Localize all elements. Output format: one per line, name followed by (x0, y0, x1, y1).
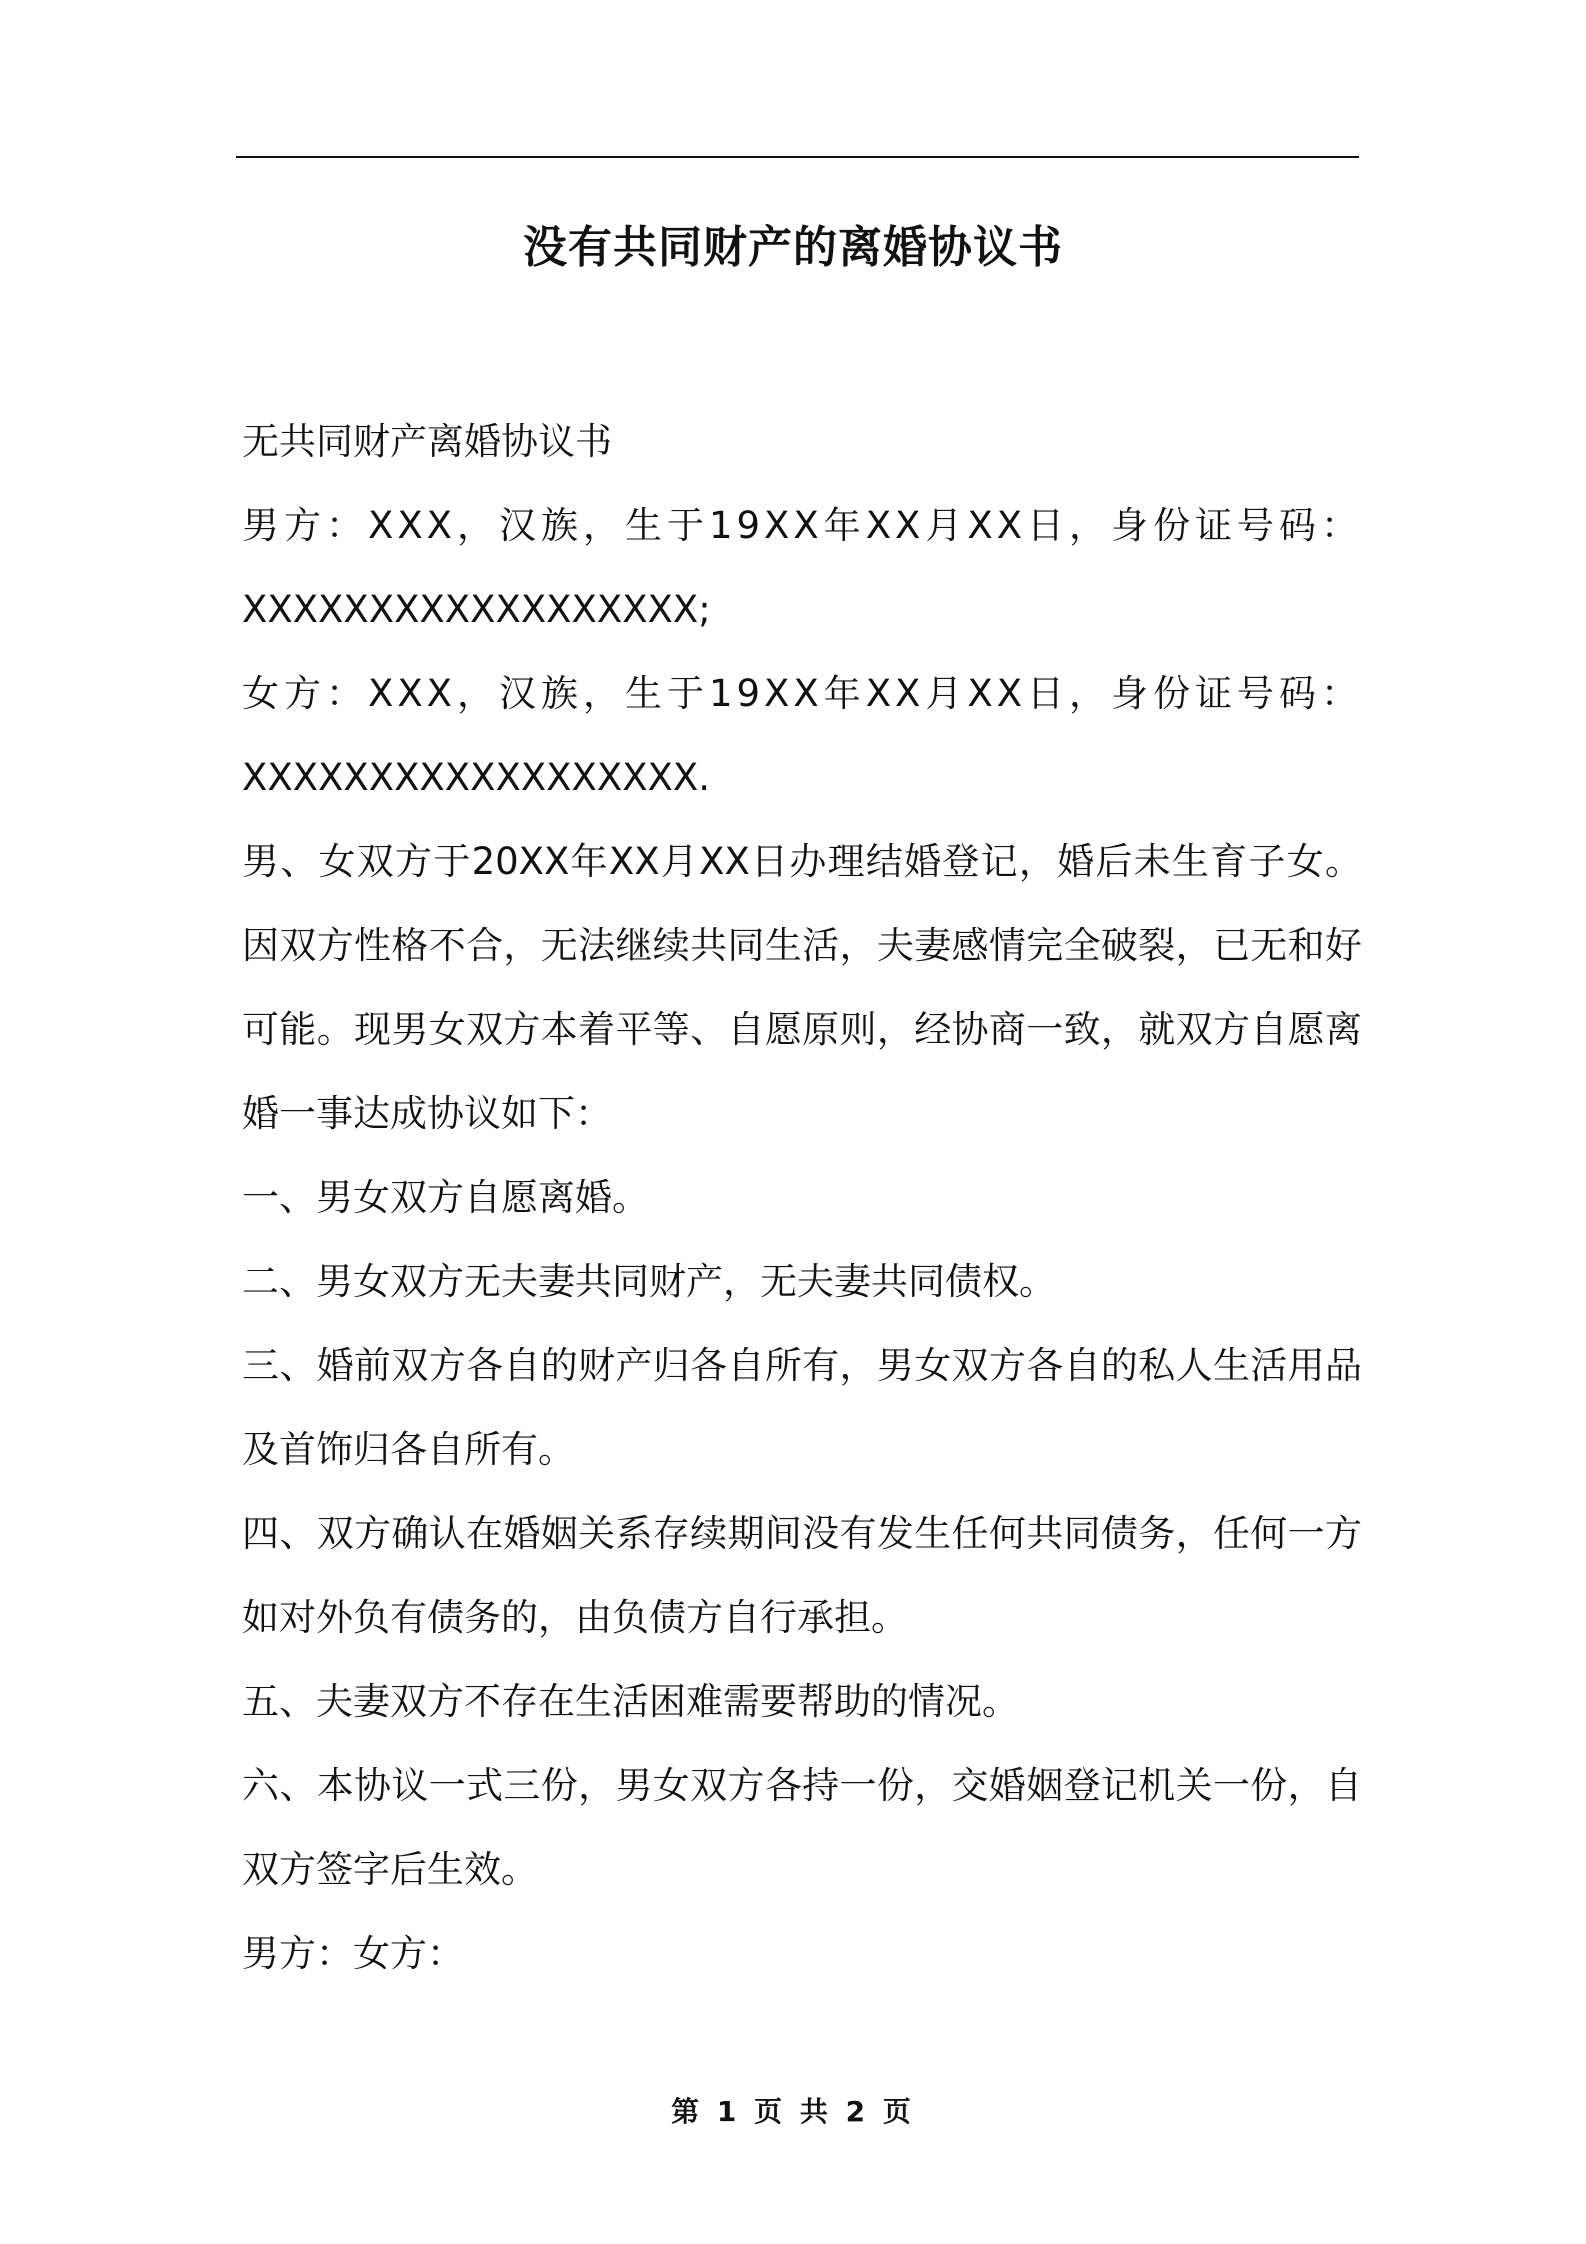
clause-4: 四、双方确认在婚姻关系存续期间没有发生任何共同债务，任何一方 (242, 1512, 1362, 1555)
body-line-reason-cont: 可能。现男女双方本着平等、自愿原则，经协商一致，就双方自愿离 (242, 1008, 1362, 1051)
page-number-footer: 第 1 页 共 2 页 (671, 2095, 915, 2128)
clause-5: 五、夫妻双方不存在生活困难需要帮助的情况。 (242, 1680, 1019, 1723)
document-body (242, 400, 1362, 1996)
body-line-male-party: 男方：XXX，汉族，生于19XX年XX月XX日，身份证号码： (242, 504, 1362, 547)
clause-6-cont: 双方签字后生效。 (242, 1848, 538, 1891)
document-title: 没有共同财产的离婚协议书 (523, 222, 1063, 273)
signature-line: 男方：女方： (242, 1932, 464, 1975)
body-line-agreement-intro: 婚一事达成协议如下： (242, 1092, 612, 1135)
body-line-male-id: XXXXXXXXXXXXXXXXXX; (242, 588, 711, 631)
clause-3-cont: 及首饰归各自所有。 (242, 1428, 575, 1471)
clause-1: 一、男女双方自愿离婚。 (242, 1176, 649, 1219)
body-line-female-party: 女方：XXX，汉族，生于19XX年XX月XX日，身份证号码： (242, 672, 1362, 715)
body-line-subtitle: 无共同财产离婚协议书 (242, 420, 612, 463)
clause-4-cont: 如对外负有债务的，由负债方自行承担。 (242, 1596, 908, 1639)
body-line-marriage-registration: 男、女双方于20XX年XX月XX日办理结婚登记，婚后未生育子女。 (242, 840, 1362, 883)
clause-2: 二、男女双方无夫妻共同财产，无夫妻共同债权。 (242, 1260, 1056, 1303)
header-rule (236, 156, 1359, 158)
clause-6: 六、本协议一式三份，男女双方各持一份，交婚姻登记机关一份，自 (242, 1764, 1362, 1807)
clause-3: 三、婚前双方各自的财产归各自所有，男女双方各自的私人生活用品 (242, 1344, 1362, 1387)
body-line-female-id: XXXXXXXXXXXXXXXXXX. (242, 756, 711, 799)
body-line-reason: 因双方性格不合，无法继续共同生活，夫妻感情完全破裂，已无和好 (242, 924, 1362, 967)
